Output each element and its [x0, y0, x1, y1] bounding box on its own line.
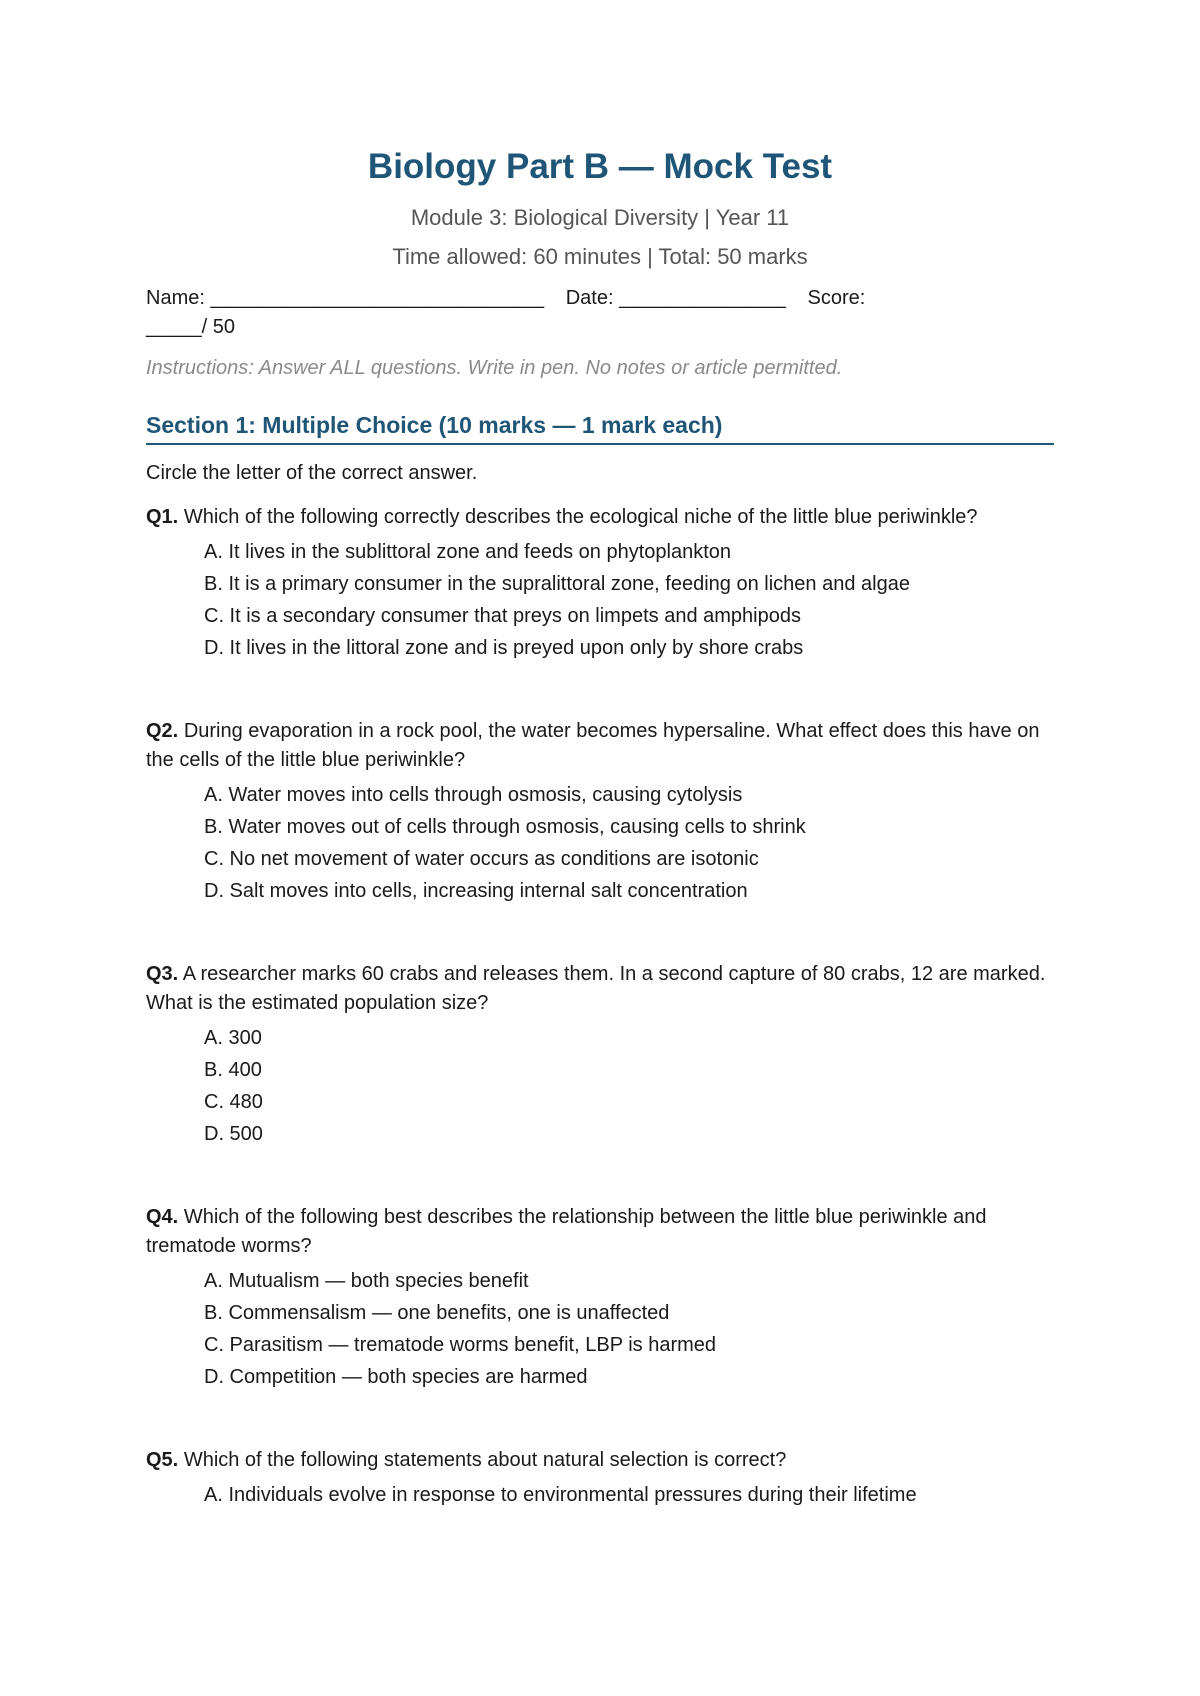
name-field[interactable]: Name: ______________________________: [146, 287, 545, 309]
answer-options: [146, 536, 1054, 664]
question-spacer: [146, 1393, 1054, 1431]
page-title: Biology Part B — Mock Test: [367, 147, 833, 186]
question-number: Q1.: [146, 506, 179, 528]
section-1-heading: Section 1: Multiple Choice (10 marks — 1 mark each): [146, 409, 1054, 445]
question-text: Which of the following correctly describes the ecological niche of the little blue periwinkle?: [183, 506, 978, 528]
time-line: Time allowed: 60 minutes | Total: 50 marks: [392, 244, 808, 269]
score-label: Score:: [807, 287, 866, 309]
option-c[interactable]: C. It is a secondary consumer that preys on limpets and amphipods: [204, 605, 801, 627]
question-spacer: [146, 1150, 1054, 1188]
option-c[interactable]: C. 480: [204, 1091, 263, 1113]
question-text: A researcher marks 60 crabs and releases them. In a second capture of 80 crabs, 12 are marked. What is the estimated population size?: [146, 963, 1046, 1014]
score-field[interactable]: _____/ 50: [146, 316, 235, 338]
question-2: [146, 717, 1054, 907]
question-spacer: [146, 907, 1054, 945]
question-5: [146, 1446, 1054, 1511]
option-a[interactable]: A. Water moves into cells through osmosis, causing cytolysis: [204, 784, 743, 806]
question-stem: [146, 717, 1054, 775]
question-text: During evaporation in a rock pool, the water becomes hypersaline. What effect does this have on the cells of the little blue periwinkle?: [146, 720, 1040, 771]
question-number: Q3.: [146, 963, 179, 985]
option-d[interactable]: D. 500: [204, 1123, 263, 1145]
question-stem: [146, 1446, 1054, 1475]
option-b[interactable]: B. Commensalism — one benefits, one is unaffected: [204, 1302, 670, 1324]
option-b[interactable]: B. Water moves out of cells through osmosis, causing cells to shrink: [204, 816, 806, 838]
option-a[interactable]: A. It lives in the sublittoral zone and feeds on phytoplankton: [204, 541, 732, 563]
question-3: [146, 960, 1054, 1150]
question-spacer: [146, 664, 1054, 702]
option-c[interactable]: C. No net movement of water occurs as conditions are isotonic: [204, 848, 759, 870]
question-number: Q4.: [146, 1206, 179, 1228]
question-number: Q2.: [146, 720, 179, 742]
instructions: Instructions: Answer ALL questions. Write in pen. No notes or article permitted.: [146, 357, 843, 379]
option-d[interactable]: D. Salt moves into cells, increasing internal salt concentration: [204, 880, 748, 902]
option-a[interactable]: A. Individuals evolve in response to environmental pressures during their lifetime: [204, 1484, 917, 1506]
question-stem: [146, 960, 1054, 1018]
option-d[interactable]: D. It lives in the littoral zone and is preyed upon only by shore crabs: [204, 637, 804, 659]
module-line: Module 3: Biological Diversity | Year 11: [410, 205, 790, 230]
question-number: Q5.: [146, 1449, 179, 1471]
question-1: [146, 503, 1054, 664]
question-stem: [146, 1203, 1054, 1261]
section-1-intro: Circle the letter of the correct answer.: [146, 462, 478, 484]
answer-options: [146, 1022, 1054, 1150]
question-stem: [146, 503, 1054, 532]
answer-options: [146, 779, 1054, 907]
option-a[interactable]: A. Mutualism — both species benefit: [204, 1270, 529, 1292]
option-a[interactable]: A. 300: [204, 1027, 262, 1049]
option-b[interactable]: B. 400: [204, 1059, 262, 1081]
option-b[interactable]: B. It is a primary consumer in the supralittoral zone, feeding on lichen and algae: [204, 573, 910, 595]
date-field[interactable]: Date: _______________: [565, 287, 786, 309]
student-info-line: [146, 284, 1054, 342]
option-d[interactable]: D. Competition — both species are harmed: [204, 1366, 588, 1388]
question-text: Which of the following statements about natural selection is correct?: [183, 1449, 787, 1471]
answer-options: [146, 1479, 1054, 1511]
question-4: [146, 1203, 1054, 1393]
answer-options: [146, 1265, 1054, 1393]
option-c[interactable]: C. Parasitism — trematode worms benefit, LBP is harmed: [204, 1334, 717, 1356]
question-text: Which of the following best describes the relationship between the little blue periwinkle and trematode worms?: [146, 1206, 987, 1257]
